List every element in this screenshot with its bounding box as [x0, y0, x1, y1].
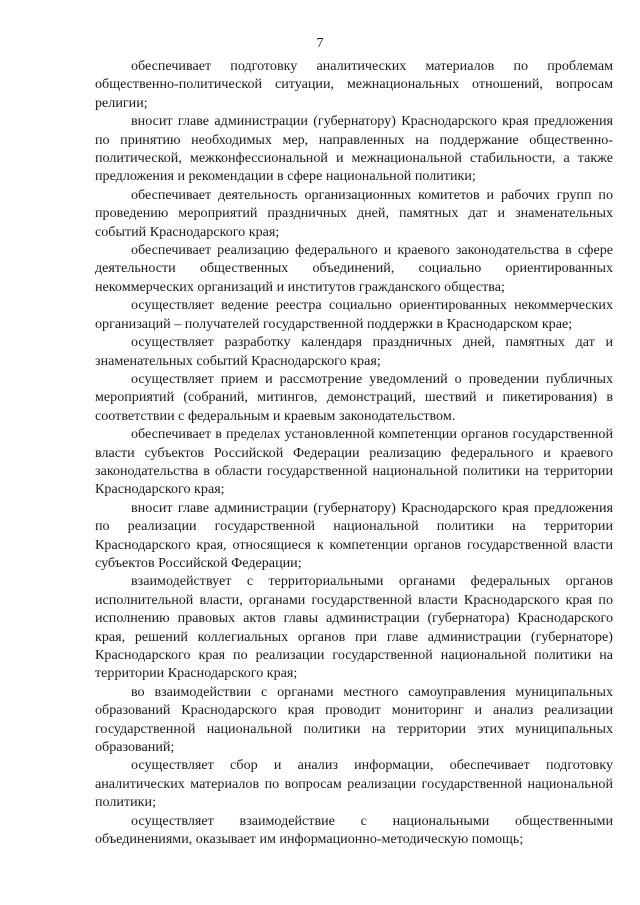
page-number: 7	[316, 36, 324, 51]
paragraph: обеспечивает деятельность организационных комитетов и рабочих групп по проведению мероприятий праздничных дней, памятных дат и знаменательных событий Краснодарского края;	[95, 186, 613, 240]
paragraph: взаимодействует с территориальными органами федеральных органов исполнительной власти, органами государственной власти Краснодарского края по исполнению правовых актов главы администрации (губернатора) Краснодарского края, решений коллегиальных органов при главе администрации (губернаторе) Краснодарского края по реализации государственной национальной политики на территории Краснодарского края;	[95, 573, 613, 682]
paragraph: обеспечивает реализацию федерального и краевого законодательства в сфере деятельности общественных объединений, социально ориентированных некоммерческих организаций и институтов гражданского общества;	[95, 242, 613, 295]
paragraph: осуществляет взаимодействие с национальными общественными объединениями, оказывает им информационно-методическую помощь;	[95, 812, 613, 848]
paragraph: во взаимодействии с органами местного самоуправления муниципальных образований Краснодарского края проводит мониторинг и анализ реализации государственной национальной политики на территории этих муниципальных образований;	[95, 683, 613, 756]
paragraph: обеспечивает подготовку аналитических материалов по проблемам общественно-политической ситуации, межнациональных отношений, вопросам религии;	[95, 58, 613, 111]
paragraph: осуществляет разработку календаря праздничных дней, памятных дат и знаменательных событий Краснодарского края;	[95, 334, 613, 369]
document-body	[95, 57, 613, 848]
paragraph: обеспечивает в пределах установленной компетенции органов государственной власти субъектов Российской Федерации реализацию федерального и краевого законодательства в области государственной национальной политики на территории Краснодарского края;	[95, 426, 613, 498]
paragraph: вносит главе администрации (губернатору) Краснодарского края предложения по реализации государственной национальной политики на территории Краснодарского края, относящиеся к компетенции органов государственной власти субъектов Российской Федерации;	[95, 499, 613, 571]
paragraph: вносит главе администрации (губернатору) Краснодарского края предложения по принятию необходимых мер, направленных на поддержание общественно-политической, межконфессиональной и межнациональной стабильности, а также предложения и рекомендации в сфере национальной политики;	[95, 113, 613, 185]
paragraph: осуществляет сбор и анализ информации, обеспечивает подготовку аналитических материалов по вопросам реализации государственной национальной политики;	[95, 757, 613, 811]
paragraph: осуществляет прием и рассмотрение уведомлений о проведении публичных мероприятий (собраний, митингов, демонстраций, шествий и пикетирования) в соответствии с федеральным и краевым законодательством.	[95, 370, 613, 424]
paragraph: осуществляет ведение реестра социально ориентированных некоммерческих организаций – получателей государственной поддержки в Краснодарском крае;	[95, 297, 613, 332]
